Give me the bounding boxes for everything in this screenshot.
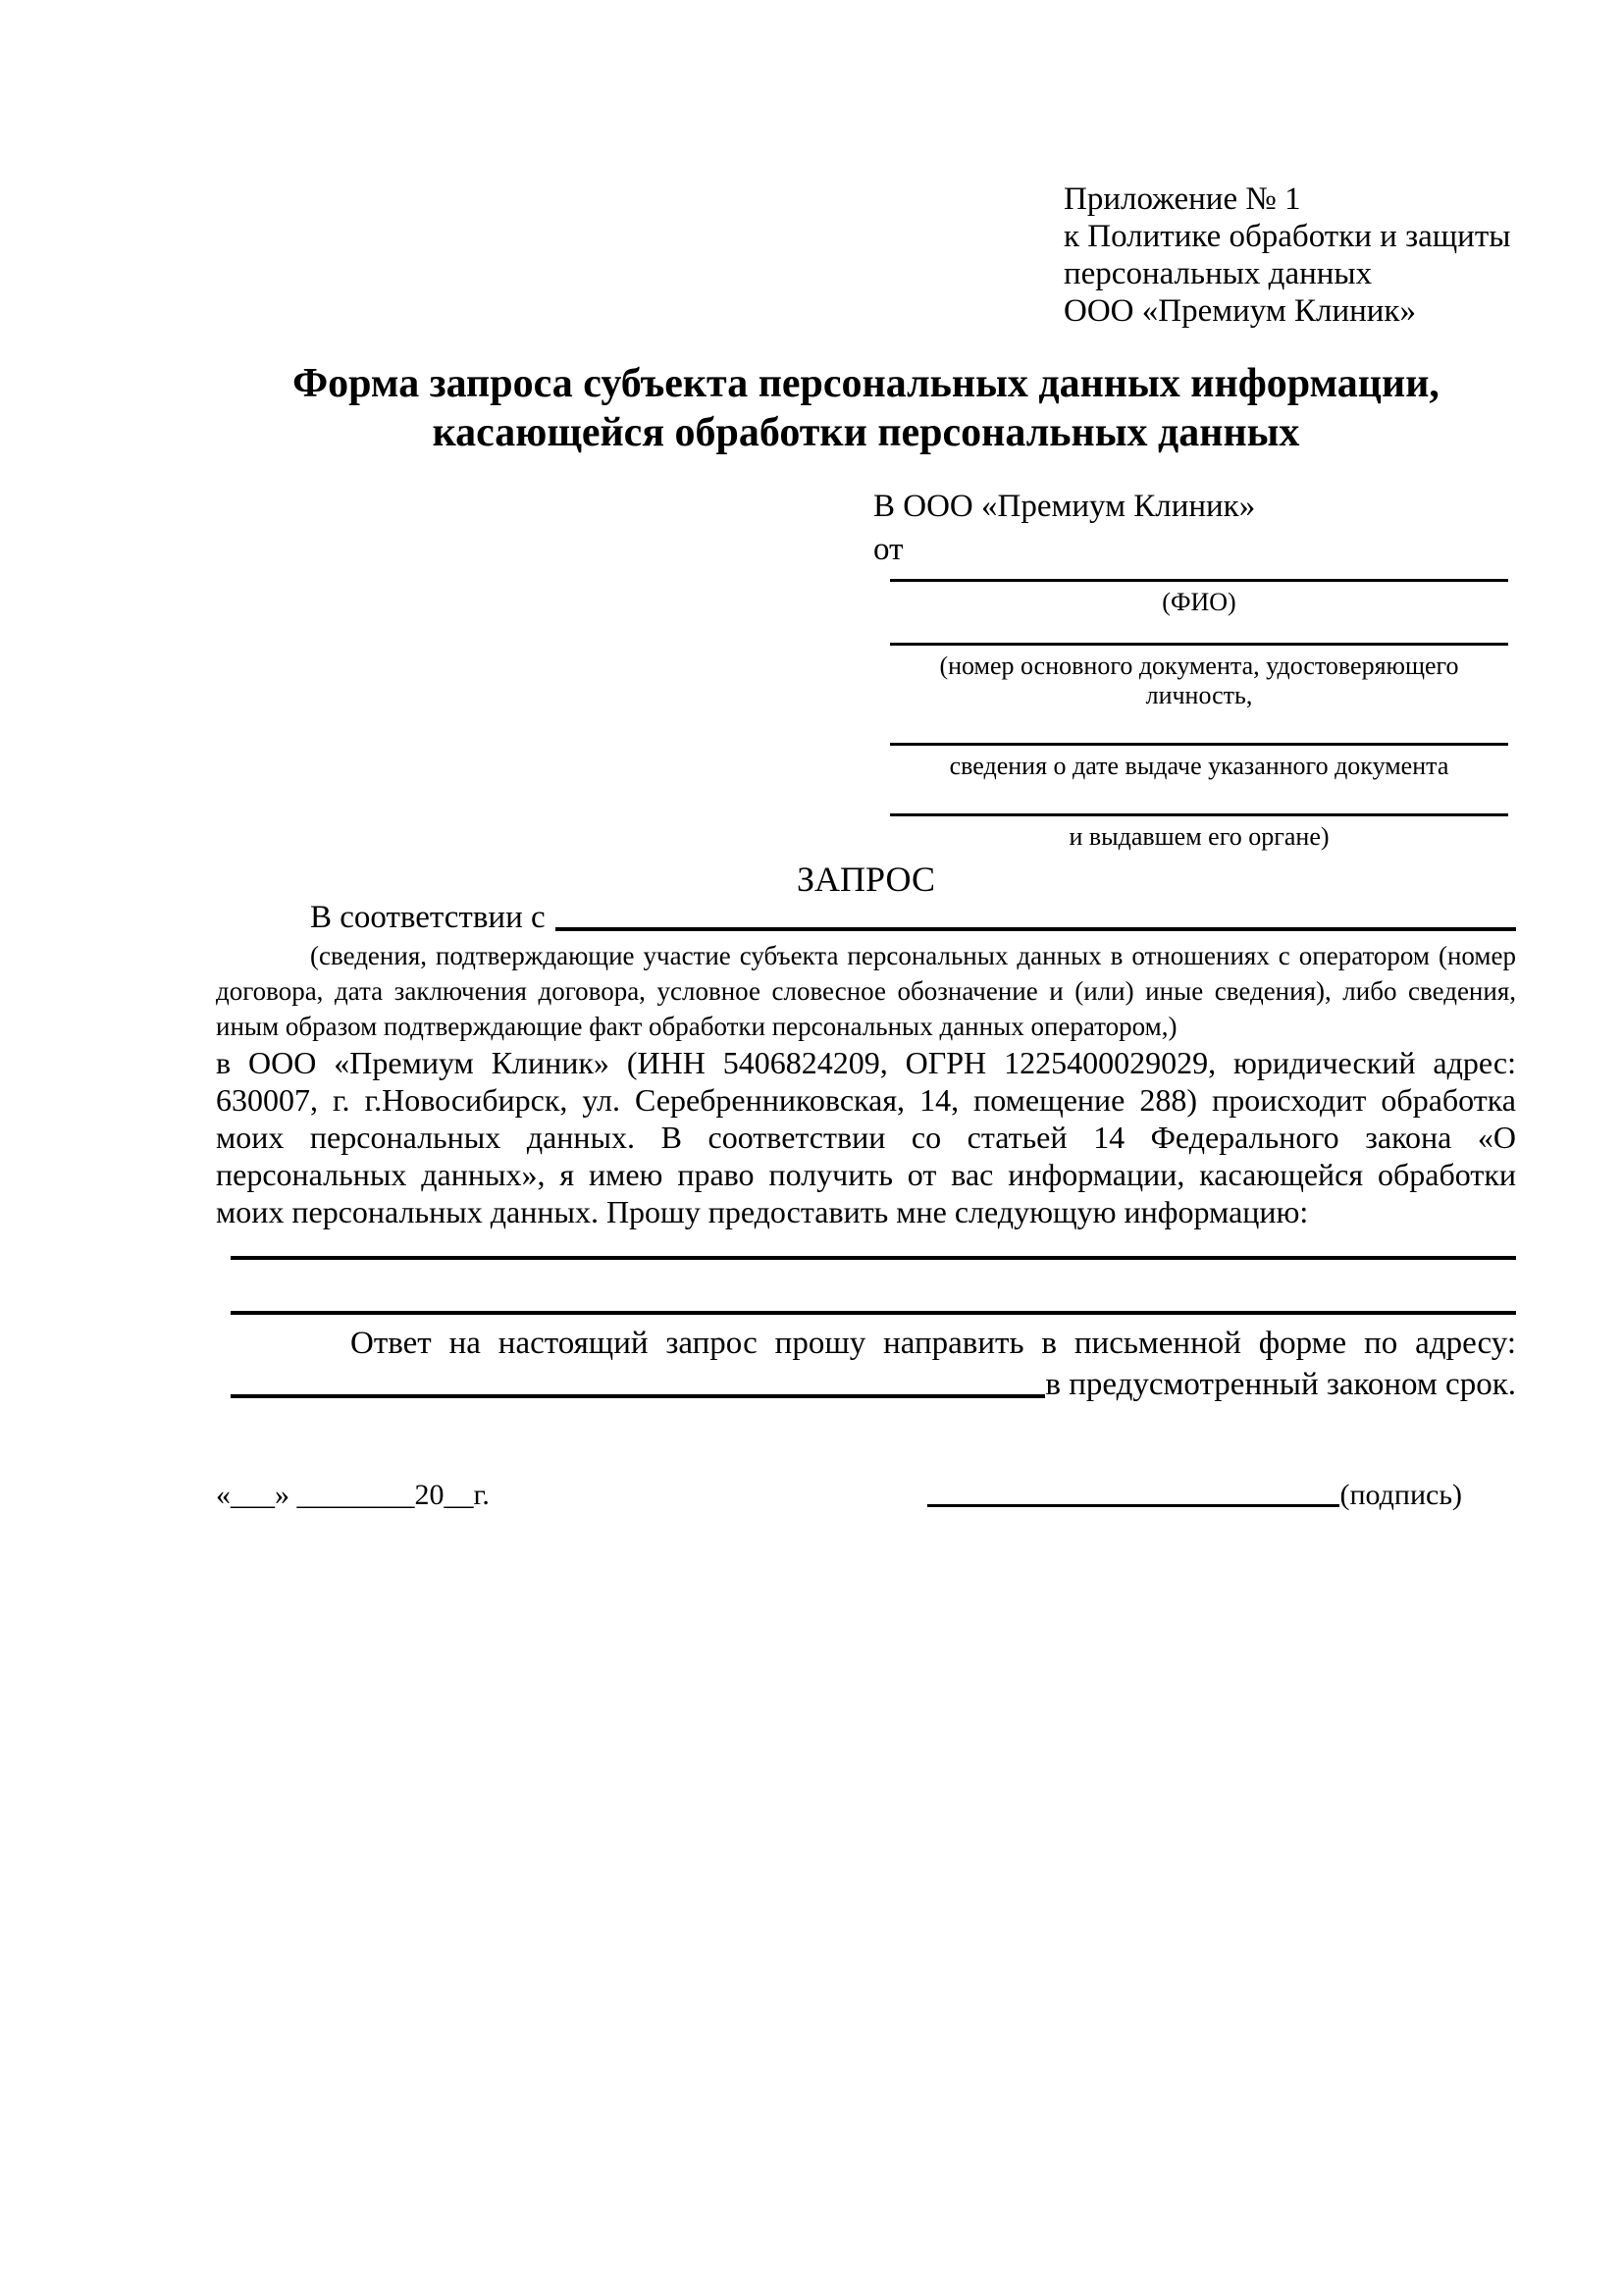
document-number-caption: (номер основного документа, удостоверяющего личность, bbox=[939, 652, 1459, 709]
addressee-from: от bbox=[873, 532, 904, 567]
addressee-block bbox=[873, 485, 1511, 852]
appendix-line-4: ООО «Премиум Клиник» bbox=[1064, 293, 1416, 329]
accordance-row bbox=[216, 897, 1516, 938]
issuing-authority-blank-line bbox=[890, 813, 1508, 816]
reply-address-lead: Ответ на настоящий запрос прошу направить в письменной форме по адресу: bbox=[350, 1326, 1516, 1361]
issuing-authority-caption: и выдавшем его органе) bbox=[1069, 822, 1330, 851]
document-title bbox=[216, 359, 1516, 457]
signature-caption: (подпись) bbox=[1339, 1479, 1462, 1511]
request-section bbox=[216, 860, 1516, 1515]
request-heading: ЗАПРОС bbox=[797, 860, 935, 899]
date-signature-spacer bbox=[490, 1476, 928, 1515]
information-blank-line-2 bbox=[231, 1311, 1516, 1315]
appendix-line-2: к Политике обработки и защиты bbox=[1064, 219, 1511, 254]
accordance-footnote: (сведения, подтверждающие участие субъекта персональных данных в отношениях с оператором (номер договора, дата заключения договора, условное словесное обозначение и (или) иные сведения), либо сведения, иным образом подтверждающие факт обработки персональных данных оператором,) bbox=[216, 941, 1516, 1041]
fio-blank-line bbox=[890, 579, 1508, 582]
reply-address-blank-line bbox=[231, 1364, 1045, 1398]
document-title-line-1: Форма запроса субъекта персональных данных информации, bbox=[292, 361, 1440, 406]
signature-blank-line bbox=[927, 1476, 1339, 1507]
document-number-blank-line bbox=[890, 643, 1508, 646]
accordance-lead-text: В соответствии с bbox=[310, 900, 546, 935]
date-signature-row bbox=[216, 1476, 1462, 1515]
request-body-paragraph: в ООО «Премиум Клиник» (ИНН 5406824209, ОГРН 1225400029029, юридический адрес: 630007, г. г.Новосибирск, ул. Серебренниковская, 14, помещение 288) происходит обработка моих персональных данных. В соответствии со статьей 14 Федерального закона «О персональных данных», я имею право получить от вас информации, касающейся обработки моих персональных данных. Прошу предоставить мне следующую информацию: bbox=[216, 1045, 1516, 1229]
accordance-blank-line bbox=[555, 897, 1516, 931]
appendix-block bbox=[1064, 181, 1510, 330]
addressee-to: В ООО «Премиум Клиник» bbox=[873, 489, 1256, 524]
issue-date-caption: сведения о дате выдаче указанного документа bbox=[949, 752, 1449, 780]
information-blank-line-1 bbox=[231, 1256, 1516, 1260]
fio-caption: (ФИО) bbox=[1162, 588, 1236, 616]
date-field: «___» ________20__г. bbox=[216, 1479, 490, 1511]
issue-date-blank-line bbox=[890, 743, 1508, 746]
appendix-line-1: Приложение № 1 bbox=[1064, 182, 1301, 217]
appendix-line-3: персональных данных bbox=[1064, 256, 1373, 291]
document-title-line-2: касающейся обработки персональных данных bbox=[432, 410, 1300, 455]
reply-address-row bbox=[216, 1364, 1516, 1405]
reply-term-text: в предусмотренный законом срок. bbox=[1045, 1367, 1516, 1402]
